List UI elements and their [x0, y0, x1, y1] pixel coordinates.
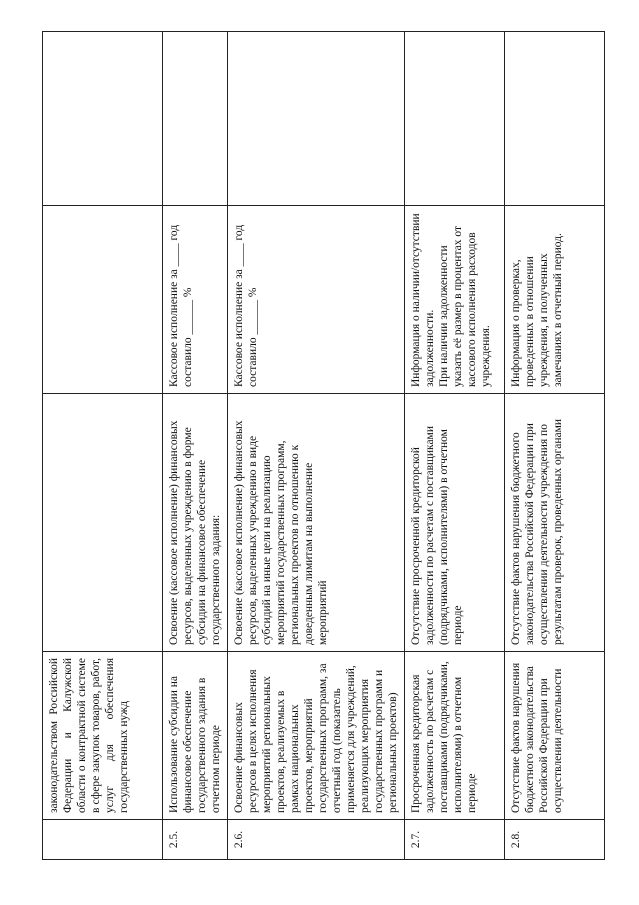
indicator-cell: законодательством Российской Федерации и Калужской области о контрактной системе в сфере закупок товаров, работ, услуг для обеспечения государственных нужд: [43, 652, 163, 820]
note-cell: [43, 32, 163, 206]
table-row: [43, 32, 163, 860]
criterion-cell: Отсутствие фактов нарушения бюджетного законодательства Российской Федерации при осуществлении деятельности учреждения по результатам проверок, проведенных органами: [505, 394, 605, 652]
rotated-table-wrapper: [42, 32, 602, 860]
criterion-cell: Освоение (кассовое исполнение) финансовых ресурсов, выделенных учреждению в форме субсидии на финансовое обеспечение государственного задания:: [163, 394, 228, 652]
table-row: [405, 32, 505, 860]
note-cell: [228, 32, 405, 206]
row-number: [43, 820, 163, 860]
row-number: 2.8.: [505, 820, 605, 860]
table-row: [163, 32, 228, 860]
row-number: 2.6.: [228, 820, 405, 860]
indicator-cell: Использование субсидии на финансовое обеспечение государственного задания в отчетном периоде: [163, 652, 228, 820]
table-row: [228, 32, 405, 860]
value-cell: Информация о наличии/отсутствии задолженности. При наличии задолженности указать её размер в процентах от кассового исполнения расходов учреждения.: [405, 206, 505, 394]
indicator-cell: Освоение финансовых ресурсов в целях исполнения мероприятий региональных проектов, реализуемых в рамках национальных проектов, мероприятий государственных программ, за отчетный год (показатель применяется для учреждений, реализующих мероприятия государственных программ и региональных проектов): [228, 652, 405, 820]
criterion-cell: Отсутствие просроченной кредиторской задолженности по расчетам с поставщиками (подрядчиками, исполнителями) в отчетном периоде: [405, 394, 505, 652]
value-cell: Кассовое исполнение за ____ год составило ______ %: [228, 206, 405, 394]
row-number: 2.5.: [163, 820, 228, 860]
criterion-cell: [43, 394, 163, 652]
note-cell: [163, 32, 228, 206]
criteria-table: [42, 31, 605, 860]
table-row: [505, 32, 605, 860]
note-cell: [505, 32, 605, 206]
note-cell: [405, 32, 505, 206]
row-number: 2.7.: [405, 820, 505, 860]
indicator-cell: Отсутствие фактов нарушения бюджетного законодательства Российской Федерации при осуществлении деятельности: [505, 652, 605, 820]
value-cell: Информация о проверках, проведенных в отношении учреждения, и полученных замечаниях в отчетный период.: [505, 206, 605, 394]
criterion-cell: Освоение (кассовое исполнение) финансовых ресурсов, выделенных учреждению в виде субсидий на иные цели на реализацию мероприятий государственных программ, региональных проектов по отношению к доведенным лимитам на выполнение мероприятий: [228, 394, 405, 652]
indicator-cell: Просроченная кредиторская задолженность по расчетам с поставщиками (подрядчиками, исполнителями) в отчетном периоде: [405, 652, 505, 820]
value-cell: Кассовое исполнение за ____ год составило ______ %: [163, 206, 228, 394]
value-cell: [43, 206, 163, 394]
